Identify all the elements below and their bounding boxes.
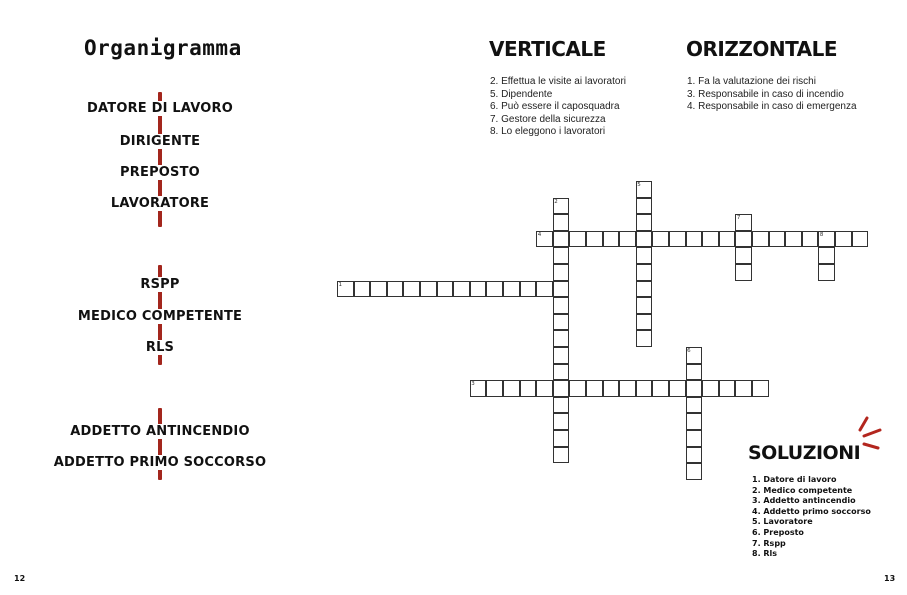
- organigramma-title: Organigramma: [84, 36, 242, 60]
- crossword-cell[interactable]: [553, 380, 570, 397]
- org-role-datore: DATORE DI LAVORO: [40, 101, 280, 116]
- crossword-cell[interactable]: [520, 380, 537, 397]
- clue-item: 3. Responsabile in caso di incendio: [687, 88, 844, 100]
- crossword-cell[interactable]: [370, 281, 387, 298]
- crossword-cell[interactable]: [553, 247, 570, 264]
- crossword-cell[interactable]: [603, 380, 620, 397]
- crossword-cell[interactable]: [652, 380, 669, 397]
- crossword-cell[interactable]: [569, 380, 586, 397]
- crossword-clue-number: 2: [554, 198, 558, 205]
- crossword-cell[interactable]: [553, 214, 570, 231]
- crossword-cell[interactable]: [437, 281, 454, 298]
- crossword-cell[interactable]: [453, 281, 470, 298]
- solution-item: 5. Lavoratore: [752, 517, 813, 527]
- org-role-preposto: PREPOSTO: [40, 165, 280, 180]
- crossword-clue-number: 1: [338, 281, 342, 288]
- crossword-cell[interactable]: [403, 281, 420, 298]
- crossword-clue-number: 3: [471, 381, 475, 388]
- crossword-cell[interactable]: [387, 281, 404, 298]
- crossword-cell[interactable]: [785, 231, 802, 248]
- clue-item: 8. Lo eleggono i lavoratori: [490, 126, 606, 137]
- crossword-cell[interactable]: [603, 231, 620, 248]
- crossword-cell[interactable]: [686, 364, 703, 381]
- crossword-cell[interactable]: [686, 463, 703, 480]
- crossword-cell[interactable]: [536, 281, 553, 298]
- crossword-cell[interactable]: [586, 380, 603, 397]
- crossword-cell[interactable]: [686, 397, 703, 414]
- crossword-clue-number: 8: [819, 231, 824, 238]
- crossword-cell[interactable]: [619, 231, 636, 248]
- crossword-cell[interactable]: [636, 380, 653, 397]
- crossword-cell[interactable]: [420, 281, 437, 298]
- crossword-cell[interactable]: [702, 231, 719, 248]
- page-number-right: 13: [884, 574, 896, 583]
- crossword-cell[interactable]: [553, 264, 570, 281]
- clue-item: 4. Responsabile in caso di emergenza: [687, 101, 857, 112]
- solution-item: 1. Datore di lavoro: [752, 475, 837, 484]
- crossword-cell[interactable]: [553, 447, 570, 464]
- crossword-cell[interactable]: [636, 198, 653, 215]
- solution-item: 6. Preposto: [752, 527, 804, 537]
- page-number-left: 12: [14, 574, 26, 583]
- crossword-cell[interactable]: [553, 281, 570, 298]
- crossword-cell[interactable]: [503, 281, 520, 298]
- crossword-cell[interactable]: [553, 314, 570, 331]
- solution-item: 7. Rspp: [752, 538, 786, 548]
- crossword-cell[interactable]: [636, 214, 653, 231]
- solution-item: 2. Medico competente: [752, 485, 853, 495]
- crossword-cell[interactable]: [686, 231, 703, 248]
- crossword-cell[interactable]: [752, 231, 769, 248]
- orizzontale-title: ORIZZONTALE: [686, 37, 838, 61]
- solution-item: 4. Addetto primo soccorso: [752, 506, 871, 516]
- crossword-cell[interactable]: [818, 264, 835, 281]
- crossword-cell[interactable]: [569, 231, 586, 248]
- crossword-cell[interactable]: [735, 247, 752, 264]
- clue-item: 2. Effettua le visite ai lavoratori: [490, 76, 626, 87]
- crossword-cell[interactable]: [719, 380, 736, 397]
- crossword-cell[interactable]: [636, 281, 653, 298]
- crossword-cell[interactable]: [802, 231, 819, 248]
- crossword-cell[interactable]: [619, 380, 636, 397]
- crossword-cell[interactable]: [686, 447, 703, 464]
- crossword-cell[interactable]: [553, 231, 570, 248]
- crossword-cell[interactable]: [636, 297, 653, 314]
- crossword-cell[interactable]: [702, 380, 719, 397]
- crossword-cell[interactable]: [354, 281, 371, 298]
- org-role-lavoratore: LAVORATORE: [40, 196, 280, 211]
- crossword-cell[interactable]: [553, 430, 570, 447]
- crossword-cell[interactable]: [553, 397, 570, 414]
- crossword-cell[interactable]: [735, 264, 752, 281]
- clue-item: 5. Dipendente: [490, 88, 553, 100]
- crossword-cell[interactable]: [553, 347, 570, 364]
- crossword-cell[interactable]: [553, 330, 570, 347]
- crossword-cell[interactable]: [553, 297, 570, 314]
- crossword-cell[interactable]: [686, 413, 703, 430]
- sparkle-icon: [858, 416, 886, 452]
- clue-item: 7. Gestore della sicurezza: [490, 113, 606, 125]
- crossword-cell[interactable]: [735, 380, 752, 397]
- crossword-cell[interactable]: [503, 380, 520, 397]
- org-role-rspp: RSPP: [40, 277, 280, 292]
- crossword-cell[interactable]: [835, 231, 852, 248]
- crossword-cell[interactable]: [852, 231, 869, 248]
- org-role-primo-soccorso: ADDETTO PRIMO SOCCORSO: [40, 455, 280, 470]
- crossword-cell[interactable]: [769, 231, 786, 248]
- crossword-cell[interactable]: [636, 231, 653, 248]
- crossword-cell[interactable]: [636, 264, 653, 281]
- crossword-cell[interactable]: [735, 231, 752, 248]
- crossword-cell[interactable]: [636, 330, 653, 347]
- crossword-cell[interactable]: [553, 364, 570, 381]
- crossword-cell[interactable]: [536, 380, 553, 397]
- crossword-cell[interactable]: [636, 314, 653, 331]
- crossword-cell[interactable]: [669, 231, 686, 248]
- crossword-cell[interactable]: [669, 380, 686, 397]
- org-role-medico: MEDICO COMPETENTE: [40, 309, 280, 324]
- crossword-cell[interactable]: [520, 281, 537, 298]
- crossword-cell[interactable]: [486, 380, 503, 397]
- crossword-cell[interactable]: [652, 231, 669, 248]
- crossword-clue-number: 7: [736, 215, 741, 222]
- soluzioni-list: [752, 475, 871, 560]
- crossword-cell[interactable]: [719, 231, 736, 248]
- clue-item: 6. Può essere il caposquadra: [490, 101, 620, 112]
- crossword-cell[interactable]: [686, 430, 703, 447]
- crossword-cell[interactable]: [553, 413, 570, 430]
- crossword-cell[interactable]: [818, 247, 835, 264]
- crossword-clue-number: 4: [537, 231, 542, 238]
- crossword-clue-number: 6: [687, 348, 691, 354]
- crossword-cell[interactable]: [470, 281, 487, 298]
- clue-item: 1. Fa la valutazione dei rischi: [687, 76, 816, 87]
- org-role-rls: RLS: [40, 340, 280, 355]
- verticale-title: VERTICALE: [489, 37, 606, 61]
- soluzioni-title: SOLUZIONI: [748, 442, 861, 464]
- crossword-cell[interactable]: [636, 247, 653, 264]
- crossword-cell[interactable]: [486, 281, 503, 298]
- crossword-cell[interactable]: [686, 380, 703, 397]
- solution-item: 3. Addetto antincendio: [752, 496, 856, 506]
- org-role-antincendio: ADDETTO ANTINCENDIO: [40, 424, 280, 439]
- crossword-cell[interactable]: [586, 231, 603, 248]
- solution-item: 8. Rls: [752, 549, 778, 559]
- crossword-cell[interactable]: [752, 380, 769, 397]
- crossword-clue-number: 5: [637, 182, 641, 188]
- org-role-dirigente: DIRIGENTE: [40, 134, 280, 149]
